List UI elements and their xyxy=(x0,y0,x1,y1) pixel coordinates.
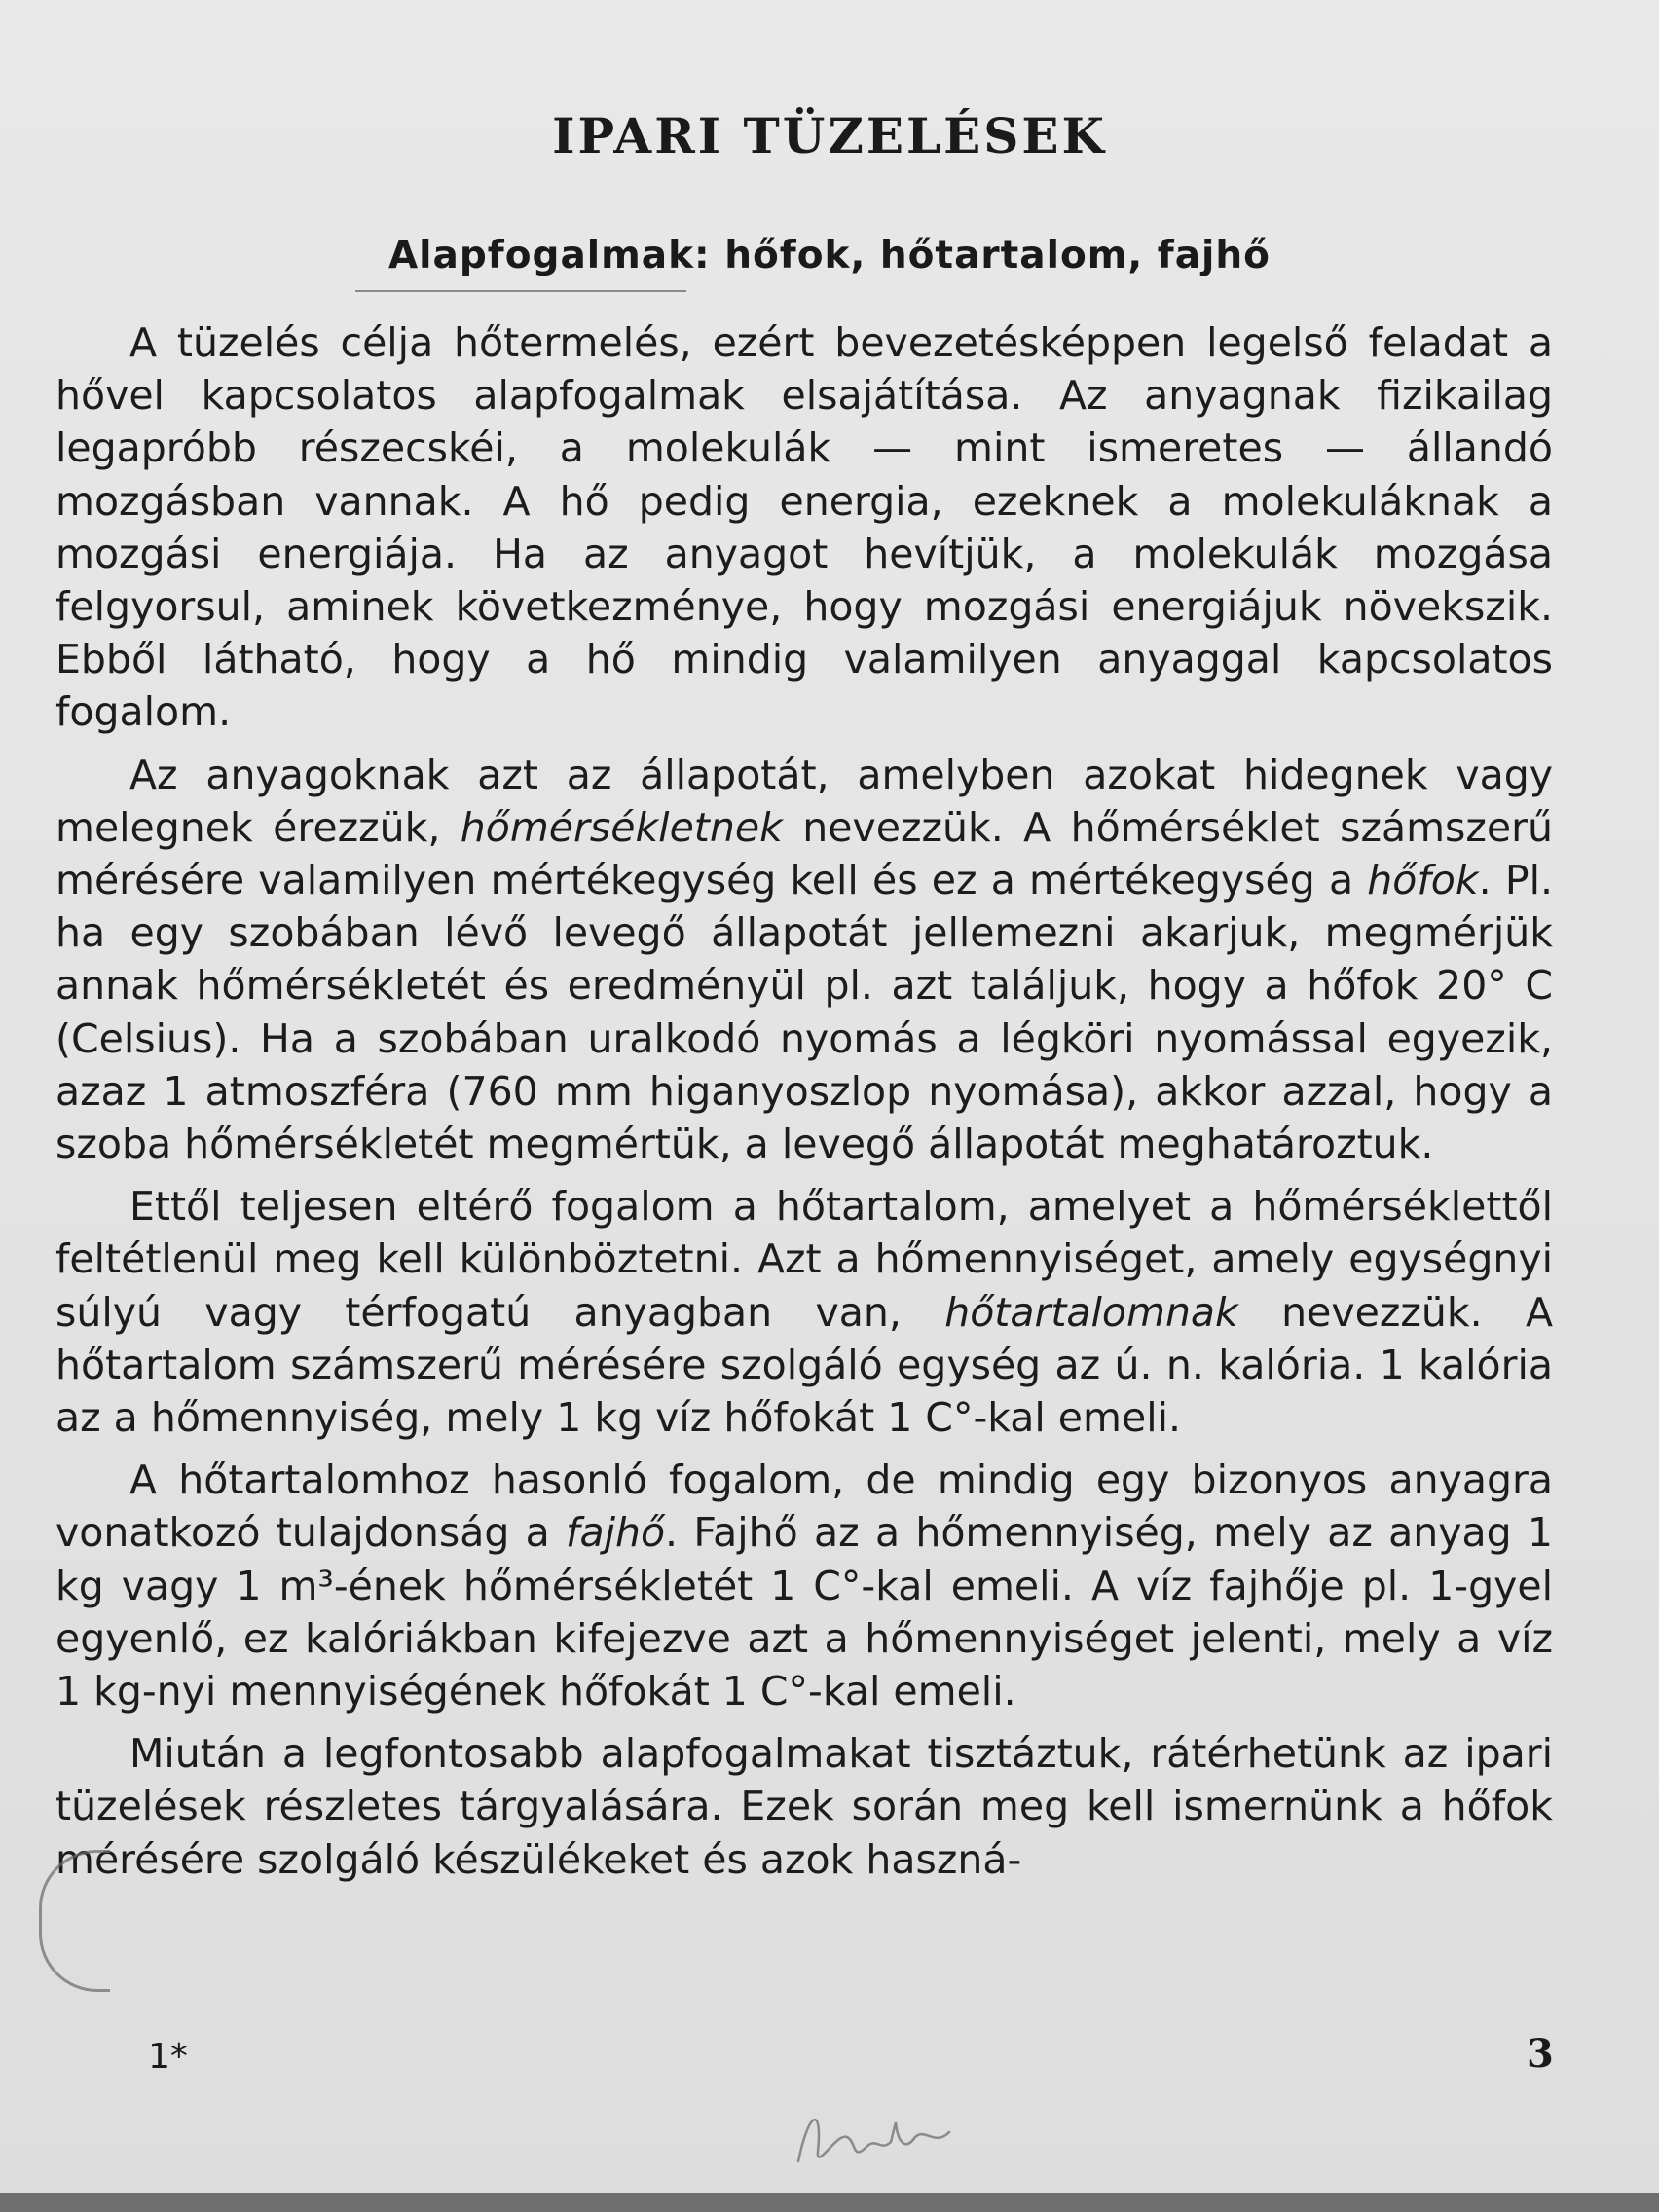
signature-mark: 1* xyxy=(148,2037,188,2077)
paragraph-1 xyxy=(55,316,1553,739)
paragraph-4-part-b: . Fajhő az a hőmennyiség, mely az anyag 1 kg vagy 1 m³-ének hőmérsékletét 1 C°-kal emeli. A víz fajhője pl. 1-gyel egyenlő, ez kalóriákban kifejezve azt a hőmennyiséget jelenti, mely a víz 1 kg-nyi mennyiségének hőfokát 1 C°-kal emeli. xyxy=(55,1509,1553,1715)
pencil-margin-mark xyxy=(39,1850,110,1992)
paragraph-5 xyxy=(55,1727,1553,1886)
section-subtitle: Alapfogalmak: hőfok, hőtartalom, fajhő xyxy=(388,234,1271,277)
page-number: 3 xyxy=(1527,2031,1554,2077)
paragraph-3-part-a: Ettől teljesen eltérő fogalom a hőtartalom, amelyet a hőmérséklettől feltétlenül meg kell különböztetni. Azt a hőmennyiséget, amely egységnyi súlyú vagy térfogatú anyagban van, xyxy=(55,1183,1553,1336)
paragraph-1-text: A tüzelés célja hőtermelés, ezért bevezetésképpen legelső feladat a hővel kapcsolatos alapfogalmak elsajátítása. Az anyagnak fizikailag legapróbb részecskéi, a molekulák — mint ismeretes — állandó mozgásban vannak. A hő pedig energia, ezeknek a molekuláknak a mozgási energiája. Ha az anyagot hevítjük, a molekulák mozgása felgyorsul, aminek következménye, hogy mozgási energiájuk növekszik. Ebből látható, hogy a hő mindig valamilyen anyaggal kapcsolatos fogalom. xyxy=(55,319,1553,736)
term-hotartalom: hőtartalomnak xyxy=(944,1288,1238,1336)
paragraph-2 xyxy=(55,749,1553,1171)
paragraph-3-part-b: nevezzük. A hőtartalom számszerű mérésére szolgáló egység az ú. n. kalória. 1 kalória az a hőmennyiség, mely 1 kg víz hőfokát 1 C°-kal emeli. xyxy=(55,1288,1553,1442)
term-homerseklet: hőmérsékletnek xyxy=(460,803,783,851)
paragraph-5-text: Miután a legfontosabb alapfogalmakat tisztáztuk, rátérhetünk az ipari tüzelések részletes tárgyalására. Ezek során meg kell ismernünk a hőfok mérésére szolgáló készülékeket és azok haszná- xyxy=(55,1730,1553,1883)
subtitle-underline xyxy=(355,290,686,292)
paragraph-3 xyxy=(55,1180,1553,1444)
paragraph-4 xyxy=(55,1454,1553,1717)
paragraph-2-part-a: Az anyagoknak azt az állapotát, amelyben azokat hidegnek vagy melegnek érezzük, xyxy=(55,751,1553,851)
handwritten-pencil-scribble xyxy=(789,2093,983,2181)
paragraph-4-part-a: A hőtartalomhoz hasonló fogalom, de mindig egy bizonyos anyagra vonatkozó tulajdonság a xyxy=(55,1456,1553,1557)
chapter-title: IPARI TÜZELÉSEK xyxy=(552,107,1107,165)
paragraph-2-part-c: . Pl. ha egy szobában lévő levegő állapotát jellemezni akarjuk, megmérjük annak hőmérsékletét és eredményül pl. azt találjuk, hogy a hőfok 20° C (Celsius). Ha a szobában uralkodó nyomás a légköri nyomással egyezik, azaz 1 atmoszféra (760 mm higanyoszlop nyomása), akkor azzal, hogy a szoba hőmérsékletét megmértük, a levegő állapotát meghatároztuk. xyxy=(55,857,1553,1168)
term-fajho: fajhő xyxy=(566,1509,666,1557)
bottom-edge-strip xyxy=(0,2193,1659,2212)
body-text xyxy=(55,316,1553,1896)
term-hofok: hőfok xyxy=(1367,857,1479,904)
paragraph-2-part-b: nevezzük. A hőmérséklet számszerű mérésére valamilyen mértékegység kell és ez a mértékegység a xyxy=(55,803,1553,904)
